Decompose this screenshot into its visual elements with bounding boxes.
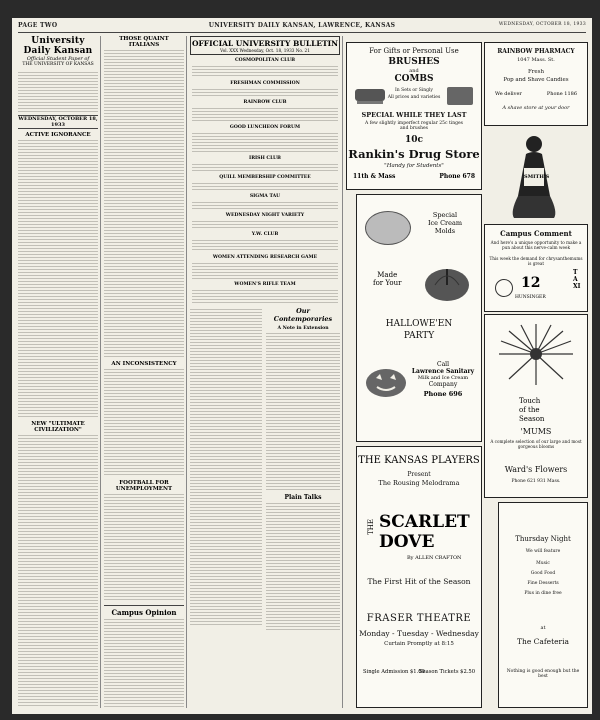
bulletin-item-heading: RAINBOW CLUB: [243, 100, 287, 105]
store-name: Ward's Flowers: [504, 465, 568, 474]
clock-icon: [495, 279, 513, 297]
running-header: [18, 22, 586, 33]
chrysanthemum-illustration: [493, 319, 579, 389]
ad-text: Special: [432, 211, 458, 219]
bulletin-item-heading: SIGMA TAU: [249, 194, 281, 199]
ad-text: Pop and Shave Candies: [503, 77, 569, 83]
ad-text: Plus in dine free: [524, 591, 562, 596]
ticket-price: Season Tickets $2.50: [419, 669, 475, 675]
store-phone: Phone 1186: [546, 91, 577, 97]
kansas-players-ad: [356, 446, 482, 708]
bulletin-item-heading: WOMEN ATTENDING RESEARCH GAME: [212, 255, 318, 260]
plain-talks-text: [266, 501, 340, 631]
store-name: The Cafeteria: [517, 637, 569, 646]
masthead: University Daily Kansan: [23, 36, 93, 56]
ad-number: 12: [521, 275, 541, 291]
ad-text: PARTY: [403, 331, 435, 341]
lawrence-sanitary-ad: [356, 194, 482, 442]
ticket-price: Single Admission $1.00: [363, 669, 425, 675]
bulletin-item-heading: Y.W. CLUB: [251, 232, 279, 237]
rankins-drug-store-ad: [346, 42, 482, 190]
ad-text: Nothing is good enough but the best: [506, 669, 580, 679]
ad-text-made: [373, 271, 401, 287]
ad-heading: Campus Comment: [500, 229, 572, 238]
ad-text: By ALLEN CRAFTON: [407, 555, 462, 561]
wards-flowers-ad: [484, 314, 588, 498]
editorial-heading-4: AN INCONSISTENCY: [111, 361, 177, 367]
ad-text: Touch: [519, 397, 541, 405]
ad-text: Music: [536, 561, 550, 566]
store-name: SMITH'S: [524, 174, 550, 180]
editorial-heading-3: THOSE QUAINT ITALIANS: [119, 36, 169, 48]
ad-text: Molds: [434, 227, 456, 235]
bulletin-item-heading: COSMOPOLITAN CLUB: [235, 58, 295, 63]
plain-talks-heading: Plain Talks: [284, 494, 322, 501]
cafeteria-ad: [498, 502, 588, 708]
bulletin-item-heading: WEDNESDAY NIGHT VARIETY: [225, 213, 305, 218]
smiths-ad: [484, 126, 586, 220]
masthead-sub2: THE UNIVERSITY OF KANSAS: [22, 62, 94, 67]
ad-text: THE: [367, 519, 375, 535]
store-address: 11th & Mass: [353, 173, 396, 180]
bulletin-item-heading: QUILL MEMBERSHIP COMMITTEE: [219, 175, 311, 180]
ad-text: All prices and varieties: [387, 95, 441, 100]
ad-tagline: "Handy for Students": [384, 163, 444, 169]
ad-heading: Thursday Night: [515, 535, 571, 543]
ad-text: SPECIAL WHILE THEY LAST: [361, 111, 467, 119]
woman-illustration: [484, 126, 586, 220]
rainbow-pharmacy-ad: [484, 42, 588, 126]
editorial-text-5: [104, 492, 184, 602]
editorial-text-2: [18, 433, 98, 708]
ad-text: Present: [407, 471, 431, 478]
ad-text: Good Food: [530, 571, 556, 576]
ad-text: For Gifts or Personal Use: [369, 47, 459, 55]
play-title: DOVE: [379, 532, 435, 552]
bulletin-item-heading: GOOD LUNCHEON FORUM: [229, 125, 301, 130]
campus-opinion-heading: Campus Opinion: [104, 605, 184, 617]
ad-text: THE: [358, 455, 381, 466]
ad-text: This week the demand for chrysanthemums is great: [489, 256, 583, 266]
ad-text: Ice Cream: [427, 219, 463, 227]
ad-text: COMBS: [394, 74, 434, 84]
editorial-text-3: [104, 48, 184, 358]
bulletin-issue: Vol. XXX Wednesday, Oct. 18, 1933 No. 21: [220, 48, 310, 53]
bulletin-column: [190, 36, 340, 708]
ad-text: KANSAS PLAYERS: [384, 455, 480, 466]
store-name: Rankin's Drug Store: [348, 147, 480, 161]
ad-text: for Your: [373, 279, 402, 287]
ad-text: Made: [377, 271, 398, 279]
contemporaries-text: [266, 331, 340, 491]
ad-text: A few slightly imperfect regular 25c tinges and brushes: [365, 121, 463, 131]
editorial-heading-5: FOOTBALL FOR UNEMPLOYMENT: [115, 480, 173, 492]
contemporaries-sub: A Note in Extension: [277, 326, 329, 331]
ad-text: Call: [436, 361, 449, 368]
column-rule: [186, 36, 187, 708]
ad-text: Monday - Tuesday - Wednesday: [359, 629, 479, 638]
ice-cream-mold-illustration: [365, 211, 411, 245]
bulletin-title: OFFICIAL UNIVERSITY BULLETIN: [191, 39, 339, 48]
ad-text: We deliver: [495, 91, 522, 97]
ad-text: Fine Desserts: [527, 581, 559, 586]
bulletin-text-left: [190, 307, 262, 627]
theatre-name: FRASER THEATRE: [366, 613, 472, 624]
store-address: 1047 Mass. St.: [517, 57, 555, 63]
bulletin-item-heading: WOMEN'S RIFLE TEAM: [234, 282, 296, 287]
editorial-text-1: [18, 138, 98, 418]
ad-text: TAXI: [573, 269, 581, 290]
ad-text: HUNSINGER: [515, 295, 546, 300]
ad-text: HALLOWE'EN: [385, 319, 453, 329]
jack-o-lantern-illustration: [363, 363, 409, 399]
ad-text: of the: [519, 406, 540, 414]
campus-opinion-text: [104, 617, 184, 708]
editorial-column-1: [18, 36, 98, 708]
store-name: RAINBOW PHARMACY: [497, 48, 575, 55]
store-phone: Phone 621 931 Mass.: [511, 479, 561, 484]
campus-comment-ad: [484, 224, 588, 312]
dateline: WEDNESDAY, OCTOBER 18, 1933: [18, 116, 98, 128]
bulletin-item-heading: IRISH CLUB: [249, 156, 281, 161]
masthead-sub: Official Student Paper of: [26, 56, 90, 62]
ad-text: Curtain Promptly at 8:15: [384, 641, 454, 647]
pumpkin-illustration: [423, 259, 471, 303]
column-rule: [342, 36, 343, 708]
ad-text: Milk and Ice Cream: [417, 375, 469, 381]
store-phone: Phone 696: [423, 390, 463, 398]
ad-text: And here's a unique opportunity to make a pun about this nerve-calm week: [490, 240, 582, 250]
ad-text: Season: [519, 415, 545, 423]
contemporaries-heading: Our Contemporaries: [273, 307, 333, 323]
column-rule: [100, 36, 101, 708]
ad-text: In Sets or Singly: [395, 88, 433, 93]
editorial-heading-2: NEW "ULTIMATE CIVILIZATION": [31, 421, 85, 433]
editorial-heading-1: ACTIVE IGNORANCE: [25, 132, 91, 138]
ad-text: A complete selection of our large and most gorgeous blooms: [490, 439, 582, 449]
ad-text: The First Hit of the Season: [367, 577, 471, 586]
ad-text: A shave store at your door: [502, 105, 570, 111]
staff-listing: [18, 70, 98, 112]
ad-text: 'MUMS: [520, 427, 552, 436]
store-phone: Phone 678: [439, 173, 475, 180]
ad-text: BRUSHES: [388, 57, 440, 67]
ad-text: We will feature: [525, 549, 561, 554]
comb-illustration: [357, 101, 383, 104]
bulletin-item-heading: FRESHMAN COMMISSION: [230, 81, 300, 86]
ad-text: and: [409, 68, 419, 74]
ad-text: Company: [428, 381, 458, 388]
ad-text: at: [540, 625, 546, 631]
ad-text: Fresh: [527, 69, 545, 75]
paper-title: UNIVERSITY DAILY KANSAN, LAWRENCE, KANSAS: [208, 22, 396, 29]
editorial-text-4: [104, 367, 184, 477]
page-number: PAGE TWO: [18, 22, 58, 29]
ad-price: 10c: [404, 135, 423, 145]
ad-text: The Rousing Melodrama: [378, 479, 460, 487]
editorial-column-2: [104, 36, 184, 708]
header-date: WEDNESDAY, OCTOBER 18, 1933: [498, 22, 586, 27]
store-name: Lawrence Sanitary: [411, 368, 475, 375]
newspaper-page: [12, 18, 592, 714]
play-title: SCARLET: [379, 512, 470, 532]
bulletin-items: [190, 58, 340, 304]
